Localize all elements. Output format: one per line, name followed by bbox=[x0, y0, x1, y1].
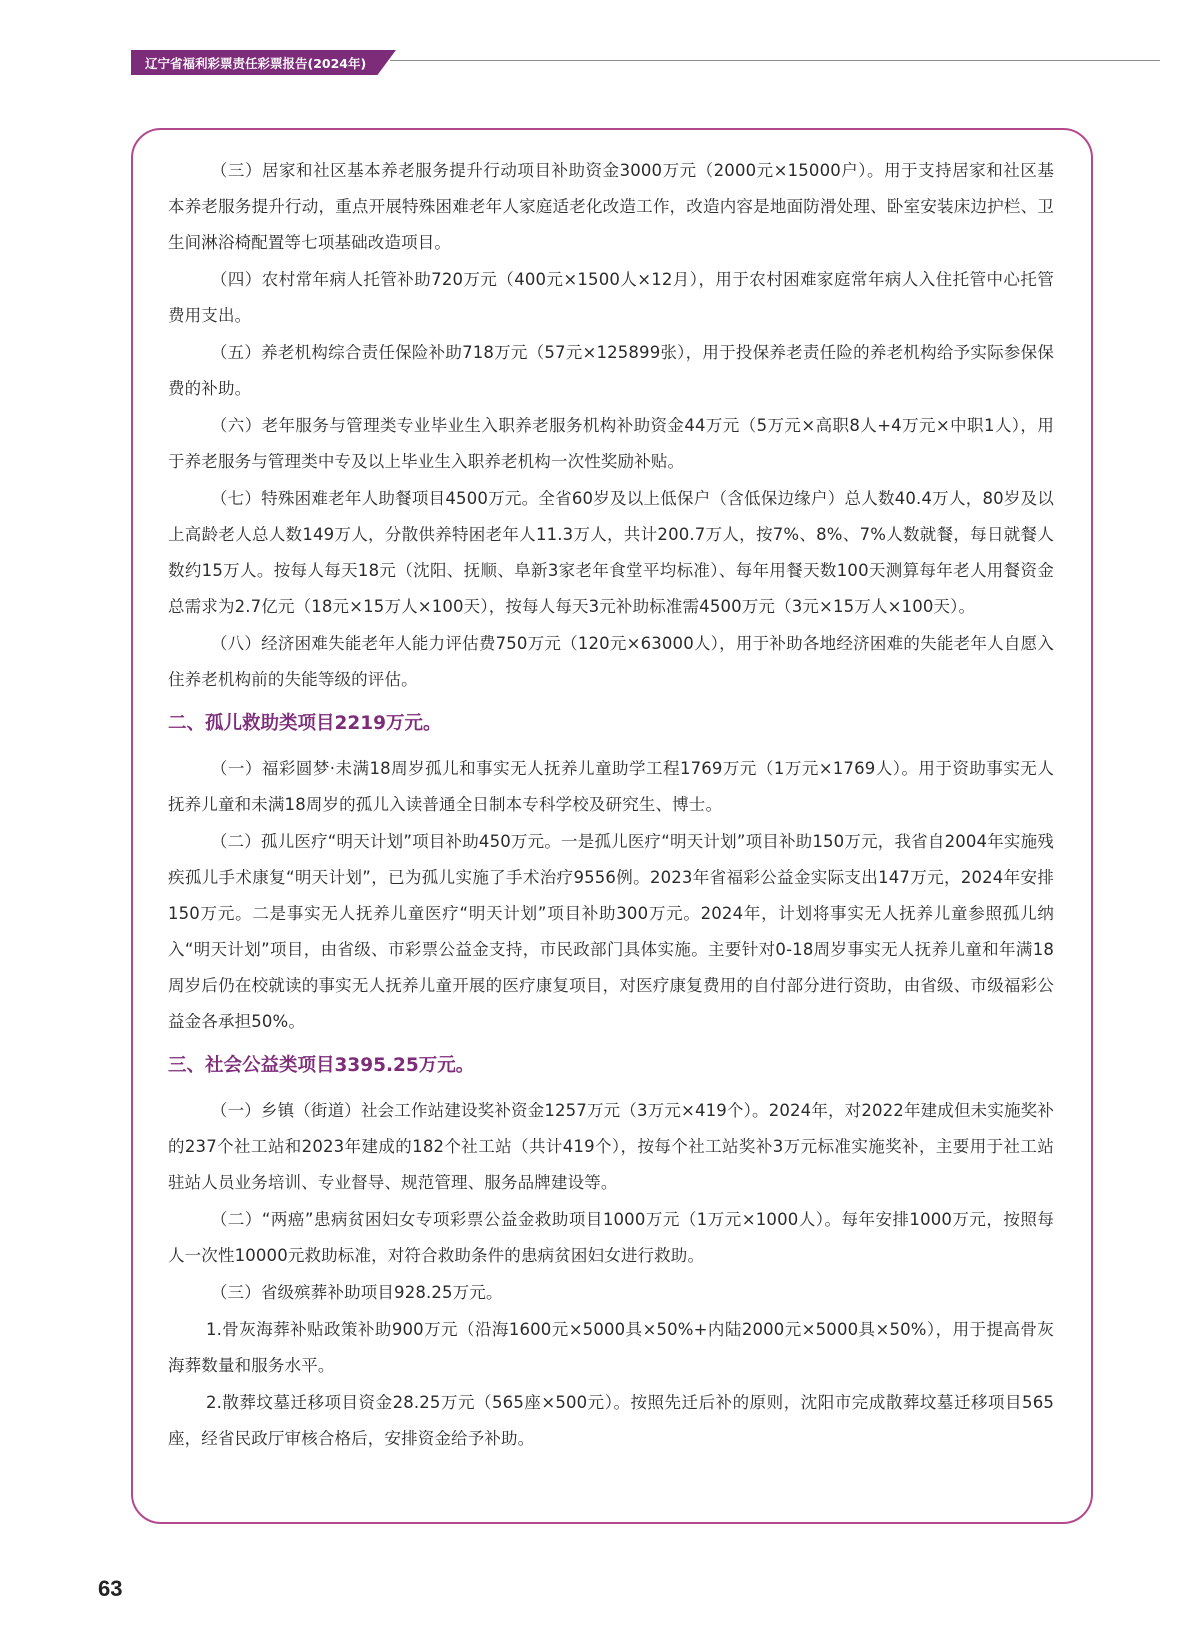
paragraph-rural-patient-care: （四）农村常年病人托管补助720万元（400元×1500人×12月），用于农村困难家庭常年病人入住托管中心托管费用支出。 bbox=[168, 270, 1054, 325]
paragraph-meal-assistance: （七）特殊困难老年人助餐项目4500万元。全省60岁及以上低保户（含低保边缘户）总人数40.4万人，80岁及以上高龄老人总人数149万人，分散供养特困老年人11.3万人，共计200.7万人，按7%、8%、7%人数就餐，每日就餐人数约15万人。按每人每天18元（沈阳、抚顺、阜新3家老年食堂平均标准）、每年用餐天数100天测算每年老人用餐资金总需求为2.7亿元（18元×15万人×100天），按每人每天3元补助标准需4500万元（3元×15万人×100天）。 bbox=[168, 489, 1054, 616]
paragraph-graduate-subsidy: （六）老年服务与管理类专业毕业生入职养老服务机构补助资金44万元（5万元×高职8人+4万元×中职1人），用于养老服务与管理类中专及以上毕业生入职养老机构一次性奖励补贴。 bbox=[168, 416, 1054, 471]
paragraph-grave-relocation: 2.散葬坟墓迁移项目资金28.25万元（565座×500元）。按照先迁后补的原则，沈阳市完成散葬坟墓迁移项目565座，经省民政厅审核合格后，安排资金给予补助。 bbox=[168, 1393, 1054, 1448]
paragraph-home-community-care: （三）居家和社区基本养老服务提升行动项目补助资金3000万元（2000元×15000户）。用于支持居家和社区基本养老服务提升行动，重点开展特殊困难老年人家庭适老化改造工作，改造内容是地面防滑处理、卧室安装床边护栏、卫生间淋浴椅配置等七项基础改造项目。 bbox=[168, 161, 1054, 252]
report-title: 辽宁省福利彩票责任彩票报告(2024年) bbox=[145, 56, 367, 71]
page-number: 63 bbox=[98, 1576, 123, 1601]
paragraph-social-work-station: （一）乡镇（街道）社会工作站建设奖补资金1257万元（3万元×419个）。2024年，对2022年建成但未实施奖补的237个社工站和2023年建成的182个社工站（共计419个），按每个社工站奖补3万元标准实施奖补，主要用于社工站驻站人员业务培训、专业督导、规范管理、服务品牌建设等。 bbox=[168, 1101, 1054, 1192]
document-body bbox=[168, 153, 1054, 1458]
paragraph-tomorrow-plan: （二）孤儿医疗“明天计划”项目补助450万元。一是孤儿医疗“明天计划”项目补助150万元，我省自2004年实施残疾孤儿手术康复“明天计划”，已为孤儿实施了手术治疗9556例。2023年省福彩公益金实际支出147万元，2024年安排150万元。二是事实无人抚养儿童医疗“明天计划”项目补助300万元。2024年，计划将事实无人抚养儿童参照孤儿纳入“明天计划”项目，由省级、市彩票公益金支持，市民政部门具体实施。主要针对0-18周岁事实无人抚养儿童和年满18周岁后仍在校就读的事实无人抚养儿童开展的医疗康复项目，对医疗康复费用的自付部分进行资助，由省级、市级福彩公益金各承担50%。 bbox=[168, 832, 1054, 1031]
section-heading-orphan-aid: 二、孤儿救助类项目2219万元。 bbox=[168, 713, 442, 734]
header-divider bbox=[390, 60, 1160, 61]
paragraph-ability-assessment: （八）经济困难失能老年人能力评估费750万元（120元×63000人），用于补助各地经济困难的失能老年人自愿入住养老机构前的失能等级的评估。 bbox=[168, 634, 1054, 689]
paragraph-sea-burial: 1.骨灰海葬补贴政策补助900万元（沿海1600元×5000具×50%+内陆2000元×5000具×50%），用于提高骨灰海葬数量和服务水平。 bbox=[168, 1320, 1054, 1375]
section-heading-public-welfare: 三、社会公益类项目3395.25万元。 bbox=[168, 1055, 475, 1076]
paragraph-cancer-aid: （二）“两癌”患病贫困妇女专项彩票公益金救助项目1000万元（1万元×1000人）。每年安排1000万元，按照每人一次性10000元救助标准，对符合救助条件的患病贫困妇女进行救助。 bbox=[168, 1210, 1054, 1265]
paragraph-liability-insurance: （五）养老机构综合责任保险补助718万元（57元×125899张），用于投保养老责任险的养老机构给予实际参保保费的补助。 bbox=[168, 343, 1054, 398]
paragraph-education-aid: （一）福彩圆梦·未满18周岁孤儿和事实无人抚养儿童助学工程1769万元（1万元×1769人）。用于资助事实无人抚养儿童和未满18周岁的孤儿入读普通全日制本专科学校及研究生、博士。 bbox=[168, 759, 1054, 814]
paragraph-funeral-subsidy: （三）省级殡葬补助项目928.25万元。 bbox=[210, 1283, 503, 1302]
